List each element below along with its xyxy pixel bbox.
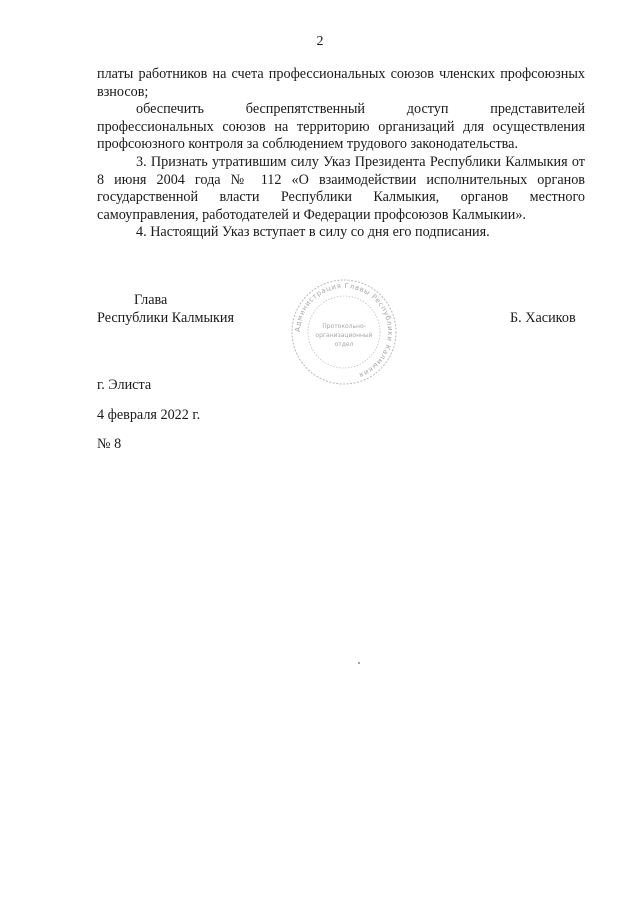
official-seal-stamp — [290, 278, 398, 386]
svg-text:Администрация Главы Республики — [294, 282, 394, 379]
seal-ring-text: Администрация Главы Республики Калмыкия — [293, 281, 395, 380]
page-number: 2 — [316, 34, 324, 49]
signature-title-line2: Республики Калмыкия — [97, 310, 235, 326]
paragraph-access: обеспечить беспрепятственный доступ представителей профессиональных союзов на территорию организаций для осуществления профсоюзного контроля за соблюдением трудового законодательства. — [97, 101, 585, 153]
paragraph-continuation: платы работников на счета профессиональных союзов членских профсоюзных взносов; — [97, 66, 585, 100]
issue-city: г. Элиста — [97, 377, 152, 393]
issue-date: 4 февраля 2022 г. — [97, 407, 201, 423]
paragraph-effective-date: 4. Настоящий Указ вступает в силу со дня его подписания. — [136, 224, 490, 241]
paragraph-repeal: 3. Признать утратившим силу Указ Президента Республики Калмыкия от 8 июня 2004 года № 112 «О взаимодействии исполнительных органов государственной власти Республики Калмыкия, органов местного самоуправления, работодателей и Федерации профсоюзов Калмыкии». — [97, 153, 585, 223]
scan-speck — [358, 662, 360, 664]
svg-text:Протокольно-: Протокольно- — [322, 323, 366, 330]
svg-text:отдел: отдел — [334, 341, 354, 348]
decree-body — [97, 66, 585, 242]
svg-text:организационный: организационный — [315, 332, 373, 339]
decree-number: № 8 — [97, 436, 122, 452]
signature-title-line1: Глава — [134, 292, 168, 308]
signatory-name: Б. Хасиков — [510, 310, 576, 326]
